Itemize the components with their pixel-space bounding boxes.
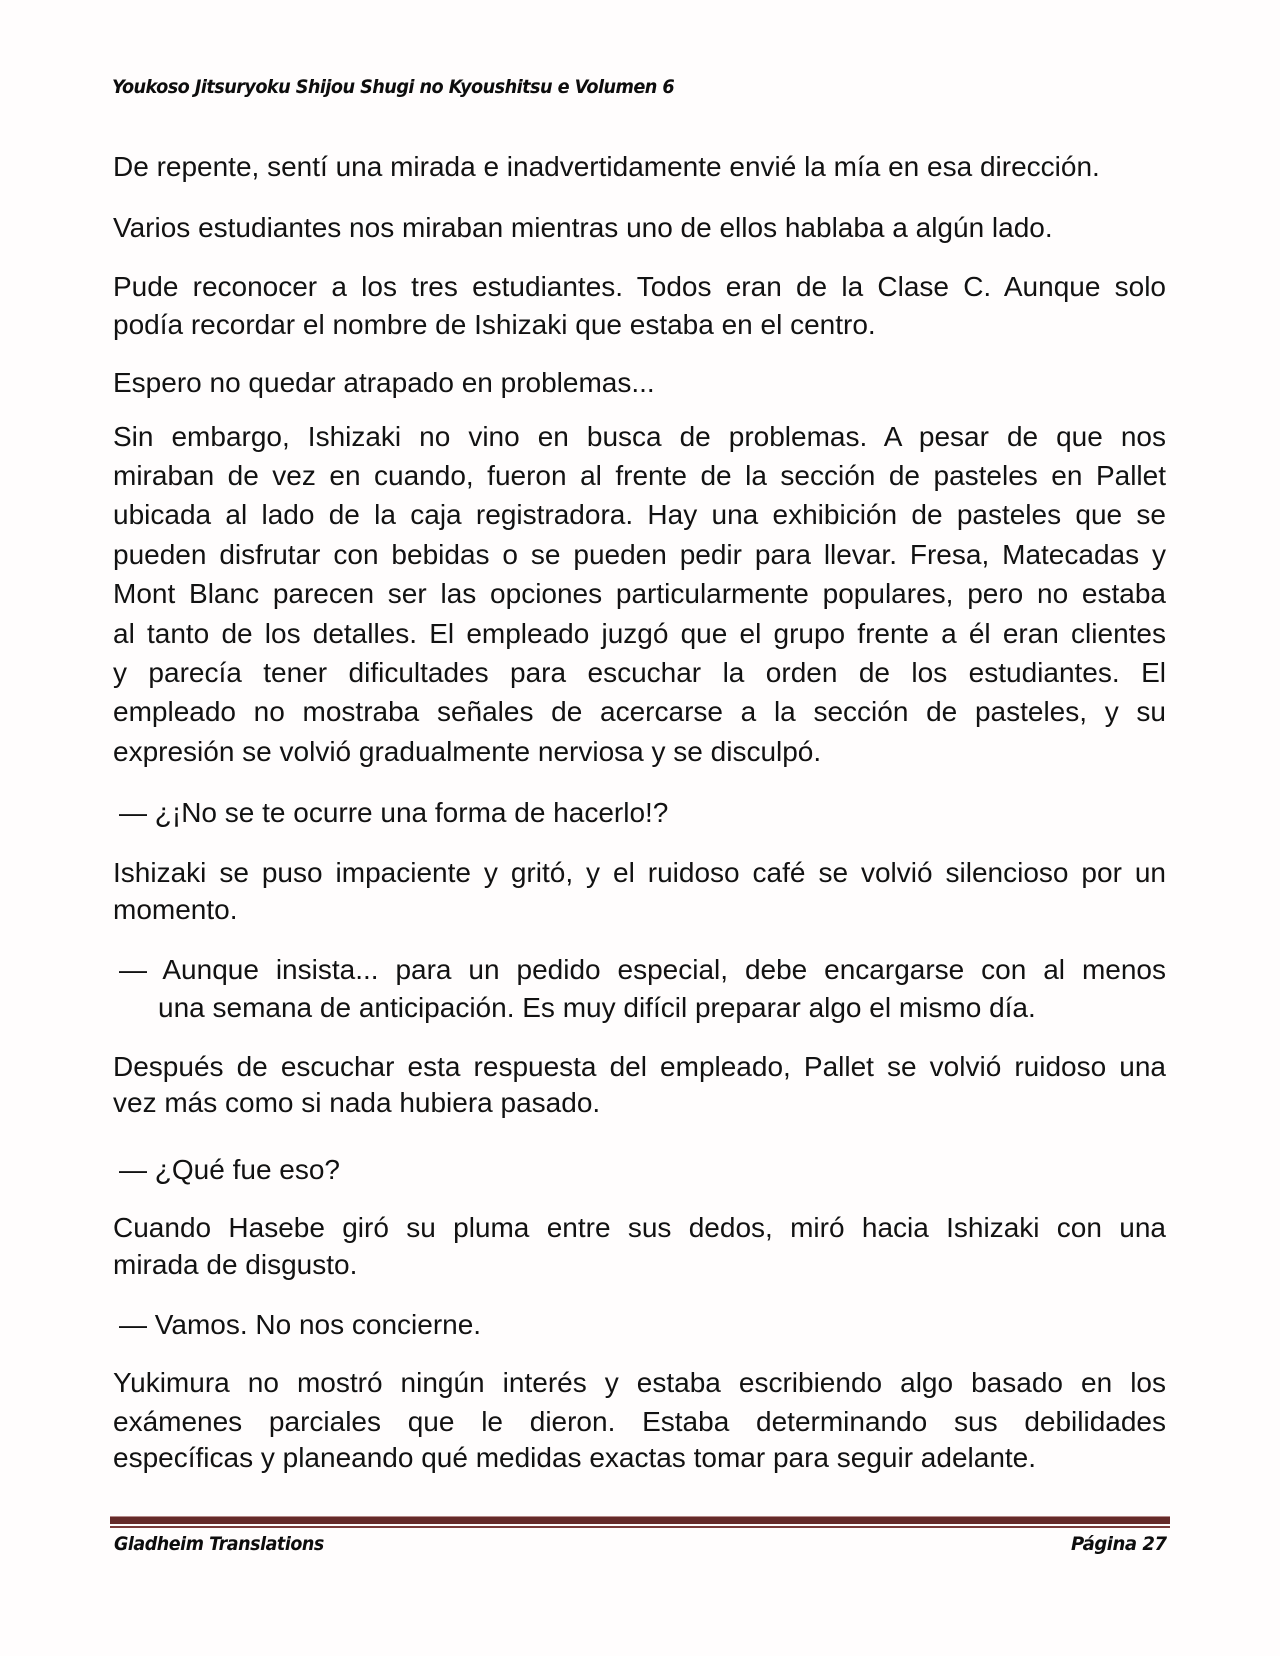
body-line: miraban de vez en cuando, fueron al frente de la sección de pasteles en Pallet (113, 460, 1166, 491)
body-line: pueden disfrutar con bebidas o se pueden pedir para llevar. Fresa, Matecadas y (113, 539, 1166, 570)
dialogue-line: — ¿¡No se te ocurre una forma de hacerlo!? (119, 797, 669, 828)
body-line: mirada de disgusto. (113, 1249, 358, 1280)
body-line: y parecía tener dificultades para escuchar la orden de los estudiantes. El (113, 657, 1166, 688)
body-line: momento. (113, 894, 238, 925)
body-line: expresión se volvió gradualmente nerviosa y se disculpó. (113, 736, 822, 767)
footer-translator-credit: Gladheim Translations (114, 1533, 324, 1555)
body-line: Varios estudiantes nos miraban mientras uno de ellos hablaba a algún lado. (113, 212, 1053, 243)
body-line: Ishizaki se puso impaciente y gritó, y el ruidoso café se volvió silencioso por un (113, 857, 1166, 888)
footer-divider (110, 1517, 1170, 1524)
body-line: Sin embargo, Ishizaki no vino en busca de problemas. A pesar de que nos (113, 421, 1166, 452)
body-line: ubicada al lado de la caja registradora. Hay una exhibición de pasteles que se (113, 499, 1166, 530)
dialogue-continuation-line: una semana de anticipación. Es muy difícil preparar algo el mismo día. (158, 992, 1036, 1023)
body-line: Pude reconocer a los tres estudiantes. Todos eran de la Clase C. Aunque solo (113, 271, 1166, 302)
body-line: al tanto de los detalles. El empleado juzgó que el grupo frente a él eran clientes (113, 618, 1166, 649)
footer-divider-bottom (110, 1526, 1170, 1528)
footer-page-number: Página 27 (1071, 1533, 1167, 1555)
body-line: podía recordar el nombre de Ishizaki que estaba en el centro. (113, 309, 876, 340)
body-line: Cuando Hasebe giró su pluma entre sus dedos, miró hacia Ishizaki con una (113, 1212, 1166, 1243)
body-line: Mont Blanc parecen ser las opciones particularmente populares, pero no estaba (113, 578, 1166, 609)
dialogue-line: — Aunque insista... para un pedido especial, debe encargarse con al menos (119, 954, 1166, 985)
dialogue-line: — ¿Qué fue eso? (119, 1154, 341, 1185)
running-header-title: Youkoso Jitsuryoku Shijou Shugi no Kyoushitsu e Volumen 6 (112, 76, 675, 98)
body-line: Después de escuchar esta respuesta del empleado, Pallet se volvió ruidoso una (113, 1051, 1166, 1082)
body-line: empleado no mostraba señales de acercarse a la sección de pasteles, y su (113, 696, 1166, 727)
body-line: específicas y planeando qué medidas exactas tomar para seguir adelante. (113, 1442, 1037, 1473)
body-line: Yukimura no mostró ningún interés y estaba escribiendo algo basado en los (113, 1367, 1166, 1398)
body-line: vez más como si nada hubiera pasado. (113, 1087, 601, 1118)
body-line: De repente, sentí una mirada e inadvertidamente envié la mía en esa dirección. (113, 151, 1100, 182)
body-line: Espero no quedar atrapado en problemas... (113, 367, 655, 398)
dialogue-line: — Vamos. No nos concierne. (119, 1309, 482, 1340)
body-line: exámenes parciales que le dieron. Estaba determinando sus debilidades (113, 1406, 1166, 1437)
